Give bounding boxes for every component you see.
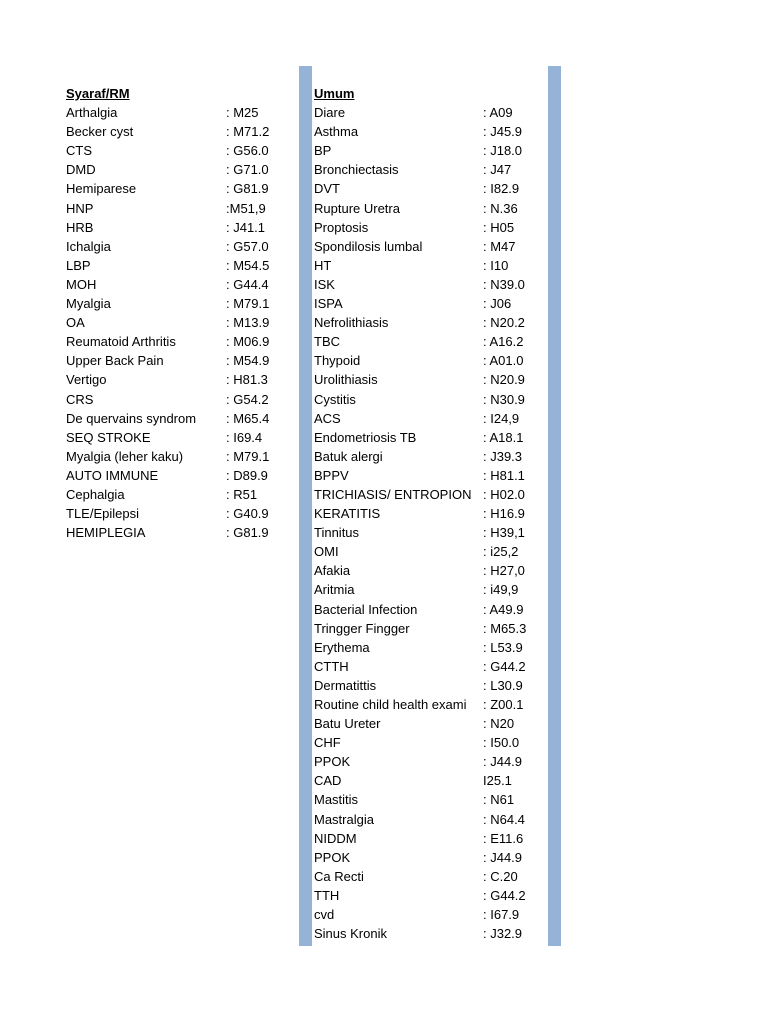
icd-code: : N64.4 [483, 810, 527, 829]
list-item [66, 313, 288, 332]
list-item [66, 370, 288, 389]
list-item [66, 485, 288, 504]
diagnosis-term: Becker cyst [66, 124, 134, 140]
icd-code: : H16.9 [483, 504, 527, 523]
diagnosis-term: SEQ STROKE [66, 429, 151, 445]
section-title: Umum [314, 86, 355, 101]
list-item [66, 256, 288, 275]
diagnosis-term: PPOK [314, 754, 351, 770]
icd-code: : E11.6 [483, 829, 525, 848]
list-item [66, 160, 288, 179]
icd-code: : i25,2 [483, 542, 520, 561]
icd-code: : A49.9 [483, 600, 525, 619]
icd-code: : A01.0 [483, 351, 525, 370]
list-item [314, 504, 546, 523]
icd-code: : G44.2 [483, 886, 528, 905]
icd-code: : i49,9 [483, 580, 520, 599]
icd-code: : M54.5 [226, 256, 271, 275]
icd-code: : A16.2 [483, 332, 525, 351]
diagnosis-term: Upper Back Pain [66, 353, 164, 369]
icd-code: : C.20 [483, 867, 520, 886]
icd-code: : H81.3 [226, 370, 270, 389]
diagnosis-term: TRICHIASIS/ ENTROPION [314, 486, 472, 502]
icd-code: : I24,9 [483, 409, 521, 428]
list-item [314, 160, 546, 179]
diagnosis-term: Bacterial Infection [314, 601, 418, 617]
diagnosis-term: OMI [314, 544, 339, 560]
list-item [66, 523, 288, 542]
list-item [314, 657, 546, 676]
diagnosis-term: Diare [314, 105, 346, 121]
icd-code: : J44.9 [483, 848, 524, 867]
diagnosis-term: Routine child health exami [314, 697, 467, 712]
list-item [314, 237, 546, 256]
diagnosis-term: Reumatoid Arthritis [66, 334, 176, 350]
list-item [314, 351, 546, 370]
icd-code: : M65.4 [226, 409, 271, 428]
list-item [66, 275, 288, 294]
diagnosis-term: Myalgia [66, 296, 111, 312]
list-item [314, 924, 546, 943]
icd-code: : H27,0 [483, 561, 527, 580]
diagnosis-term: Thypoid [314, 353, 361, 369]
icd-code: : J18.0 [483, 141, 524, 160]
list-item [66, 294, 288, 313]
separator-bar-left [299, 66, 312, 946]
diagnosis-term: Sinus Kronik [314, 926, 387, 942]
diagnosis-term: Urolithiasis [314, 372, 378, 388]
separator-bar-right [548, 66, 561, 946]
diagnosis-term: Ca Recti [314, 868, 364, 884]
icd-code: : J45.9 [483, 122, 524, 141]
list-item [314, 103, 546, 122]
list-item [314, 638, 546, 657]
icd-code: : N30.9 [483, 390, 527, 409]
diagnosis-term: HT [314, 257, 332, 273]
list-item [66, 199, 288, 218]
list-item [314, 600, 546, 619]
icd-code: : J32.9 [483, 924, 524, 943]
diagnosis-term: Cystitis [314, 391, 356, 407]
icd-code: : G44.4 [226, 275, 271, 294]
icd-code: : G40.9 [226, 504, 271, 523]
diagnosis-term: CTS [66, 143, 92, 159]
icd-code: : J41.1 [226, 218, 267, 237]
icd-code: : I82.9 [483, 179, 521, 198]
list-item [66, 218, 288, 237]
diagnosis-term: NIDDM [314, 830, 357, 846]
icd-code: : N20 [483, 714, 516, 733]
list-item [314, 695, 546, 714]
diagnosis-term: Erythema [314, 639, 370, 655]
list-item [66, 390, 288, 409]
diagnosis-term: BP [314, 143, 332, 159]
list-item [314, 256, 546, 275]
list-item [66, 447, 288, 466]
diagnosis-term: TLE/Epilepsi [66, 506, 139, 522]
icd-code: : G71.0 [226, 160, 271, 179]
icd-code: : H81.1 [483, 466, 527, 485]
diagnosis-term: Vertigo [66, 372, 107, 388]
icd-code: : L53.9 [483, 638, 525, 657]
entry-list [314, 103, 546, 943]
list-item [66, 122, 288, 141]
icd-code: : M13.9 [226, 313, 271, 332]
diagnosis-term: Rupture Uretra [314, 200, 400, 216]
diagnosis-term: Ichalgia [66, 238, 111, 254]
section-title: Syaraf/RM [66, 86, 130, 101]
section-syaraf-rm [66, 84, 288, 542]
diagnosis-term: Nefrolithiasis [314, 315, 389, 331]
diagnosis-term: De quervains syndrom [66, 410, 197, 426]
list-item [314, 619, 546, 638]
icd-code: : J39.3 [483, 447, 524, 466]
icd-code: I25.1 [483, 771, 514, 790]
diagnosis-term: cvd [314, 907, 335, 923]
list-item [66, 428, 288, 447]
list-item [314, 886, 546, 905]
section-umum [314, 84, 546, 943]
diagnosis-term: Batu Ureter [314, 716, 381, 732]
list-item [314, 580, 546, 599]
list-item [66, 351, 288, 370]
icd-code: : M79.1 [226, 294, 271, 313]
list-item [314, 867, 546, 886]
icd-code: : M79.1 [226, 447, 271, 466]
icd-code: : R51 [226, 485, 259, 504]
diagnosis-term: ISPA [314, 296, 343, 312]
list-item [314, 199, 546, 218]
diagnosis-term: OA [66, 315, 85, 331]
diagnosis-term: Tringger Fingger [314, 620, 410, 636]
diagnosis-term: Spondilosis lumbal [314, 238, 423, 254]
diagnosis-term: CAD [314, 773, 342, 789]
diagnosis-term: Mastralgia [314, 811, 374, 827]
list-item [314, 523, 546, 542]
list-item [314, 714, 546, 733]
list-item [314, 313, 546, 332]
icd-code: : J44.9 [483, 752, 524, 771]
icd-code: : I10 [483, 256, 510, 275]
list-item [314, 409, 546, 428]
icd-code: : H02.0 [483, 485, 527, 504]
icd-code: : J47 [483, 160, 513, 179]
icd-code: : M65.3 [483, 619, 528, 638]
diagnosis-term: Myalgia (leher kaku) [66, 448, 184, 464]
diagnosis-term: HRB [66, 219, 94, 235]
icd-code: : G54.2 [226, 390, 271, 409]
icd-code: : N61 [483, 790, 516, 809]
diagnosis-term: DVT [314, 181, 340, 197]
icd-code: :M51,9 [226, 199, 268, 218]
icd-code: : J06 [483, 294, 513, 313]
list-item [314, 752, 546, 771]
diagnosis-term: TBC [314, 334, 340, 350]
list-item [314, 428, 546, 447]
icd-code: : H05 [483, 218, 516, 237]
list-item [66, 332, 288, 351]
diagnosis-term: Cephalgia [66, 486, 125, 502]
diagnosis-term: HNP [66, 200, 94, 216]
list-item [314, 332, 546, 351]
diagnosis-term: Aritmia [314, 582, 355, 598]
icd-code: : L30.9 [483, 676, 525, 695]
list-item [314, 390, 546, 409]
icd-code: : G81.9 [226, 523, 271, 542]
diagnosis-term: Tinnitus [314, 525, 360, 541]
list-item [314, 218, 546, 237]
diagnosis-term: AUTO IMMUNE [66, 467, 159, 483]
icd-code: : N39.0 [483, 275, 527, 294]
diagnosis-term: CTTH [314, 658, 349, 674]
diagnosis-term: Arthalgia [66, 105, 118, 121]
list-item [314, 676, 546, 695]
diagnosis-term: Asthma [314, 124, 359, 140]
diagnosis-term: Endometriosis TB [314, 429, 417, 445]
list-item [314, 275, 546, 294]
diagnosis-term: LBP [66, 257, 91, 273]
icd-code: : N20.9 [483, 370, 527, 389]
list-item [66, 237, 288, 256]
diagnosis-term: Batuk alergi [314, 448, 383, 464]
list-item [66, 504, 288, 523]
icd-code: : G44.2 [483, 657, 528, 676]
list-item [66, 466, 288, 485]
diagnosis-term: ACS [314, 410, 341, 426]
list-item [314, 179, 546, 198]
diagnosis-term: KERATITIS [314, 506, 381, 522]
icd-code: : M47 [483, 237, 518, 256]
icd-code: : M54.9 [226, 351, 271, 370]
icd-code: : G81.9 [226, 179, 271, 198]
icd-code: : G57.0 [226, 237, 271, 256]
list-item [314, 447, 546, 466]
icd-code: : G56.0 [226, 141, 271, 160]
icd-code: : I50.0 [483, 733, 521, 752]
list-item [314, 790, 546, 809]
diagnosis-term: TTH [314, 887, 340, 903]
list-item [66, 409, 288, 428]
icd-code: : I67.9 [483, 905, 521, 924]
icd-code: : H39,1 [483, 523, 527, 542]
diagnosis-term: CRS [66, 391, 94, 407]
diagnosis-term: Hemiparese [66, 181, 137, 197]
icd-code: : N.36 [483, 199, 520, 218]
diagnosis-term: Proptosis [314, 219, 369, 235]
icd-code: : I69.4 [226, 428, 264, 447]
list-item [66, 179, 288, 198]
diagnosis-term: DMD [66, 162, 96, 178]
list-item [314, 561, 546, 580]
list-item [314, 810, 546, 829]
icd-code: : M25 [226, 103, 261, 122]
diagnosis-term: ISK [314, 276, 335, 292]
list-item [314, 829, 546, 848]
diagnosis-term: HEMIPLEGIA [66, 525, 146, 541]
diagnosis-term: Afakia [314, 563, 351, 579]
list-item [314, 141, 546, 160]
icd-code: : A09 [483, 103, 515, 122]
list-item [66, 141, 288, 160]
icd-code: : M06.9 [226, 332, 271, 351]
list-item [314, 370, 546, 389]
diagnosis-term: BPPV [314, 467, 349, 483]
icd-code: : N20.2 [483, 313, 527, 332]
icd-code: : M71.2 [226, 122, 271, 141]
list-item [314, 294, 546, 313]
list-item [314, 771, 546, 790]
icd-code: : A18.1 [483, 428, 525, 447]
diagnosis-term: PPOK [314, 849, 351, 865]
list-item [314, 848, 546, 867]
list-item [314, 733, 546, 752]
diagnosis-term: Dermatittis [314, 677, 377, 693]
icd-code: : D89.9 [226, 466, 270, 485]
diagnosis-term: Mastitis [314, 792, 359, 808]
diagnosis-term: MOH [66, 276, 97, 292]
list-item [314, 485, 546, 504]
list-item [66, 103, 288, 122]
entry-list [66, 103, 288, 542]
list-item [314, 466, 546, 485]
diagnosis-term: Bronchiectasis [314, 162, 399, 178]
diagnosis-term: CHF [314, 735, 341, 751]
list-item [314, 542, 546, 561]
list-item [314, 122, 546, 141]
list-item [314, 905, 546, 924]
icd-code: : Z00.1 [483, 695, 525, 714]
